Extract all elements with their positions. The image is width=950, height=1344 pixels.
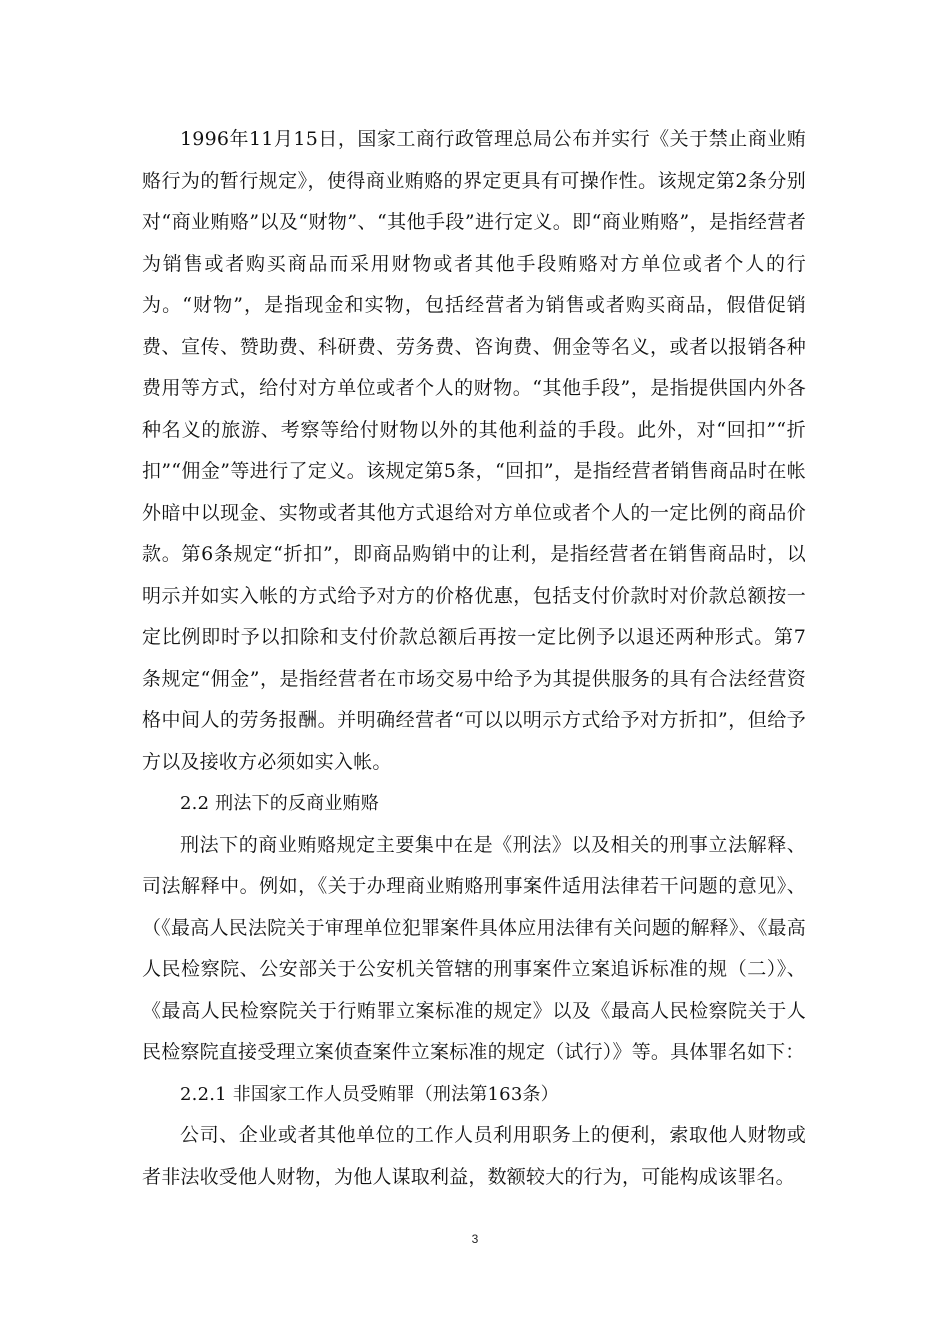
document-body	[142, 119, 806, 1198]
paragraph-criminal-law-overview: 刑法下的商业贿赂规定主要集中在是《刑法》以及相关的刑事立法解释、司法解释中。例如，《关于办理商业贿赂刑事案件适用法律若干问题的意见》、（《最高人民法院关于审理单位犯罪案件具体应用法律有关问题的解释》、《最高人民检察院、公安部关于公安机关管辖的刑事案件立案追诉标准的规（二）》、《最高人民检察院关于行贿罪立案标准的规定》以及《最高人民检察院关于人民检察院直接受理立案侦查案件立案标准的规定（试行）》等。具体罪名如下：	[142, 833, 806, 1063]
paragraph-non-state-official-bribery: 公司、企业或者其他单位的工作人员利用职务上的便利，索取他人财物或者非法收受他人财物，为他人谋取利益，数额较大的行为，可能构成该罪名。	[142, 1124, 806, 1188]
section-heading-2-2: 2.2 刑法下的反商业贿赂	[180, 793, 379, 814]
paragraph-commercial-bribery-regulation: 1996年11月15日，国家工商行政管理总局公布并实行《关于禁止商业贿赂行为的暂行规定》，使得商业贿赂的界定更具有可操作性。该规定第2条分别对“商业贿赂”以及“财物”、“其他手段”进行定义。即“商业贿赂”，是指经营者为销售或者购买商品而采用财物或者其他手段贿赂对方单位或者个人的行为。“财物”，是指现金和实物，包括经营者为销售或者购买商品，假借促销费、宣传、赞助费、科研费、劳务费、咨询费、佣金等名义，或者以报销各种费用等方式，给付对方单位或者个人的财物。“其他手段”，是指提供国内外各种名义的旅游、考察等给付财物以外的其他利益的手段。此外，对“回扣”“折扣”“佣金”等进行了定义。该规定第5条，“回扣”，是指经营者销售商品时在帐外暗中以现金、实物或者其他方式退给对方单位或者个人的一定比例的商品价款。第6条规定“折扣”，即商品购销中的让利，是指经营者在销售商品时，以明示并如实入帐的方式给予对方的价格优惠，包括支付价款时对价款总额按一定比例即时予以扣除和支付价款总额后再按一定比例予以退还两种形式。第7条规定“佣金”，是指经营者在市场交易中给予为其提供服务的具有合法经营资格中间人的劳务报酬。并明确经营者“可以以明示方式给予对方折扣”，但给予方以及接收方必须如实入帐。	[142, 128, 806, 773]
section-heading-2-2-1: 2.2.1 非国家工作人员受贿罪（刑法第163条）	[180, 1083, 559, 1105]
page-number: 3	[471, 1232, 479, 1246]
